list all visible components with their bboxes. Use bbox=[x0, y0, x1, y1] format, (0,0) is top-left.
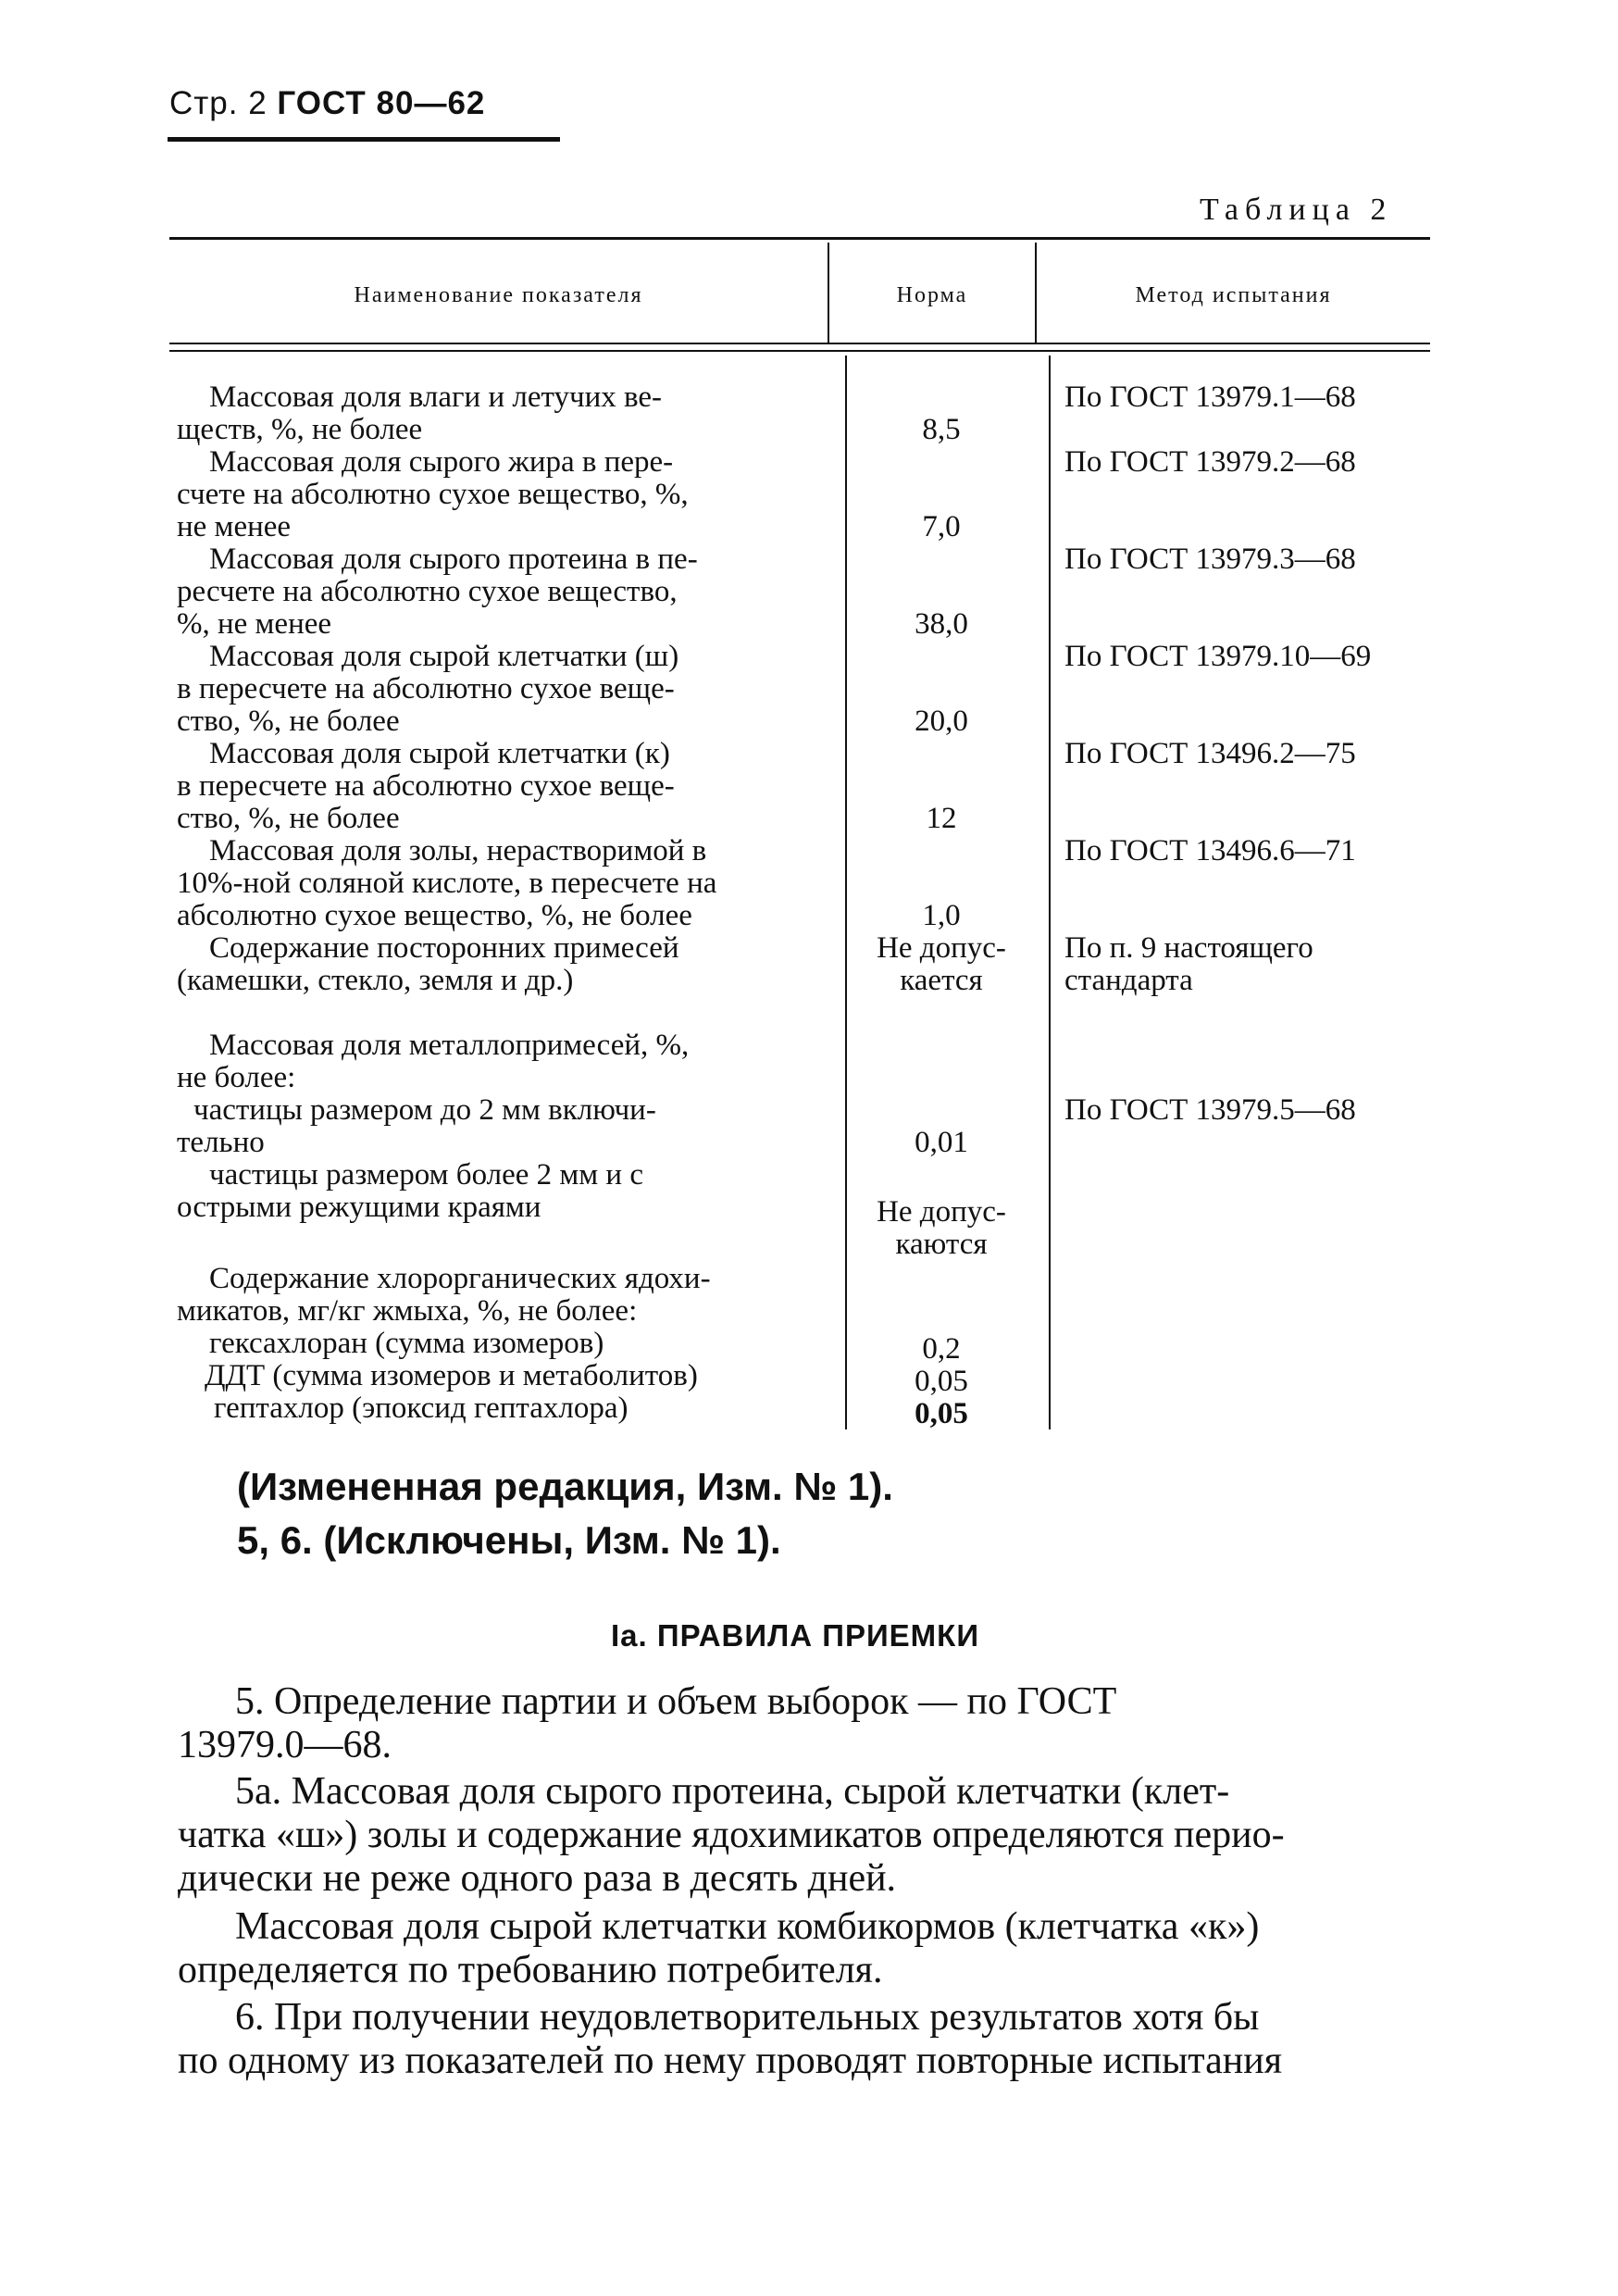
name-line: микатов, мг/кг жмыха, %, не более: bbox=[177, 1294, 638, 1328]
column-header-norm: Норма bbox=[896, 283, 968, 307]
table-row-norm: 38,0 bbox=[915, 607, 968, 641]
table-row-norm: Не допус- кается bbox=[877, 931, 1006, 997]
name-line: ществ, %, не более bbox=[177, 413, 423, 446]
header-rule bbox=[168, 137, 560, 142]
table-row-norm: 12 bbox=[926, 802, 957, 835]
table-row-name bbox=[177, 1263, 817, 1328]
para-line: 6. При получении неудовлетворительных результатов хотя бы bbox=[235, 1996, 1260, 2039]
name-line: ство, %, не более bbox=[177, 705, 400, 738]
table-row-name bbox=[177, 446, 817, 543]
para-text: 5. Определение партии и объем выборок — по ГОСТ bbox=[235, 1680, 1117, 1723]
para-line: определяется по требованию потребителя. bbox=[178, 1949, 883, 1991]
table-row-norm: 20,0 bbox=[915, 705, 968, 738]
table-row-norm: 0,05 bbox=[915, 1365, 968, 1398]
name-line: (камешки, стекло, земля и др.) bbox=[177, 964, 574, 997]
name-line: в пересчете на абсолютно сухое веще- bbox=[177, 672, 675, 705]
name-line: в пересчете на абсолютно сухое веще- bbox=[177, 769, 675, 803]
para-line: Массовая доля сырой клетчатки комбикормов (клетчатка «к») bbox=[235, 1905, 1260, 1948]
name-line: Массовая доля металлопримесей, %, bbox=[209, 1029, 690, 1062]
section-title: Ia. ПРАВИЛА ПРИЕМКИ bbox=[611, 1618, 980, 1653]
name-line: ресчете на абсолютно сухое вещество, bbox=[177, 575, 678, 608]
table-row-name bbox=[177, 835, 817, 932]
table-row-name bbox=[177, 1094, 817, 1159]
excluded-note: 5, 6. (Исключены, Изм. № 1). bbox=[237, 1518, 781, 1562]
paragraph-fiber bbox=[178, 1905, 1455, 1992]
paragraph-5 bbox=[178, 1680, 1455, 1767]
para-line bbox=[178, 1680, 1455, 1724]
table-row-name bbox=[177, 641, 817, 738]
page-number: Стр. 2 bbox=[169, 85, 268, 121]
name-line: Массовая доля золы, нерастворимой в bbox=[209, 834, 707, 867]
table-row-norm: 1,0 bbox=[922, 899, 961, 932]
table-row-name bbox=[177, 1328, 817, 1360]
table-row-name bbox=[177, 1360, 817, 1392]
name-line: Содержание посторонних примесей bbox=[209, 931, 679, 965]
table-row-method: По ГОСТ 13979.10—69 bbox=[1064, 640, 1372, 673]
name-line: не менее bbox=[177, 510, 292, 543]
table-row-norm: 0,01 bbox=[915, 1126, 968, 1159]
table-row-norm: Не допус- каются bbox=[877, 1195, 1006, 1261]
name-line: гептахлор (эпоксид гептахлора) bbox=[214, 1391, 629, 1425]
name-line: Массовая доля влаги и летучих ве- bbox=[209, 381, 663, 414]
table-row-method: По ГОСТ 13979.5—68 bbox=[1064, 1093, 1356, 1127]
table-row-method: По ГОСТ 13979.1—68 bbox=[1064, 381, 1356, 414]
table-row-method bbox=[1064, 932, 1453, 997]
para-line: 5а. Массовая доля сырого протеина, сырой клетчатки (клет- bbox=[235, 1770, 1230, 1813]
table-row-method: По ГОСТ 13496.2—75 bbox=[1064, 737, 1356, 770]
name-line: Массовая доля сырого жира в пере- bbox=[209, 445, 674, 479]
table-row-name bbox=[177, 381, 817, 446]
paragraph-5a bbox=[178, 1770, 1455, 1901]
column-divider-2-body bbox=[1049, 356, 1051, 1429]
standard-number: ГОСТ 80—62 bbox=[277, 85, 486, 121]
table-row-norm: 0,2 bbox=[922, 1332, 961, 1366]
table-row-name bbox=[177, 1392, 817, 1425]
table-top-rule bbox=[169, 237, 1430, 240]
table-row-method: По ГОСТ 13979.2—68 bbox=[1064, 445, 1356, 479]
name-line: тельно bbox=[177, 1126, 265, 1159]
para-line: чатка «ш») золы и содержание ядохимикатов определяются перио- bbox=[178, 1814, 1285, 1856]
table-row-name bbox=[177, 1029, 817, 1094]
name-line: Массовая доля сырого протеина в пе- bbox=[209, 543, 698, 576]
name-line: %, не менее bbox=[177, 607, 332, 641]
table-caption: Таблица 2 bbox=[1200, 193, 1393, 227]
name-line: острыми режущими краями bbox=[177, 1191, 541, 1224]
name-line: абсолютно сухое вещество, %, не более bbox=[177, 899, 692, 932]
name-line: ДДТ (сумма изомеров и метаболитов) bbox=[205, 1359, 698, 1392]
table-row-norm: 8,5 bbox=[922, 413, 961, 446]
table-header-rule-2 bbox=[169, 350, 1430, 352]
table-row-name bbox=[177, 738, 817, 835]
column-header-method: Метод испытания bbox=[1135, 283, 1332, 307]
column-header-name: Наименование показателя bbox=[354, 283, 643, 307]
name-line: не более: bbox=[177, 1061, 296, 1094]
name-line: частицы размером более 2 мм и с bbox=[209, 1158, 643, 1192]
table-row-name bbox=[177, 932, 817, 997]
name-line: гексахлоран (сумма изомеров) bbox=[209, 1327, 604, 1360]
table-row-norm: 0,05 bbox=[915, 1397, 968, 1430]
paragraph-6 bbox=[178, 1996, 1455, 2083]
name-line: Массовая доля сырой клетчатки (ш) bbox=[209, 640, 679, 673]
table-row-name bbox=[177, 1159, 817, 1224]
table-header-rule-1 bbox=[169, 343, 1430, 344]
table-row-name bbox=[177, 543, 817, 641]
name-line: счете на абсолютно сухое вещество, %, bbox=[177, 478, 689, 511]
page-header bbox=[169, 85, 485, 122]
name-line: 10%-ной соляной кислоте, в пересчете на bbox=[177, 867, 717, 900]
name-line: ство, %, не более bbox=[177, 802, 400, 835]
name-line: частицы размером до 2 мм включи- bbox=[193, 1093, 656, 1127]
para-line: 13979.0—68. bbox=[178, 1724, 392, 1766]
amendment-note: (Измененная редакция, Изм. № 1). bbox=[237, 1465, 893, 1508]
table-row-norm: 7,0 bbox=[922, 510, 961, 543]
para-line: дически не реже одного раза в десять дней. bbox=[178, 1857, 897, 1900]
para-line: по одному из показателей по нему проводят повторные испытания bbox=[178, 2040, 1283, 2082]
method-line: По п. 9 настоящего bbox=[1064, 931, 1313, 965]
name-line: Содержание хлорорганических ядохи- bbox=[209, 1262, 711, 1295]
method-line: стандарта bbox=[1064, 964, 1193, 997]
table-row-method: По ГОСТ 13496.6—71 bbox=[1064, 834, 1356, 867]
name-line: Массовая доля сырой клетчатки (к) bbox=[209, 737, 670, 770]
table-row-method: По ГОСТ 13979.3—68 bbox=[1064, 543, 1356, 576]
